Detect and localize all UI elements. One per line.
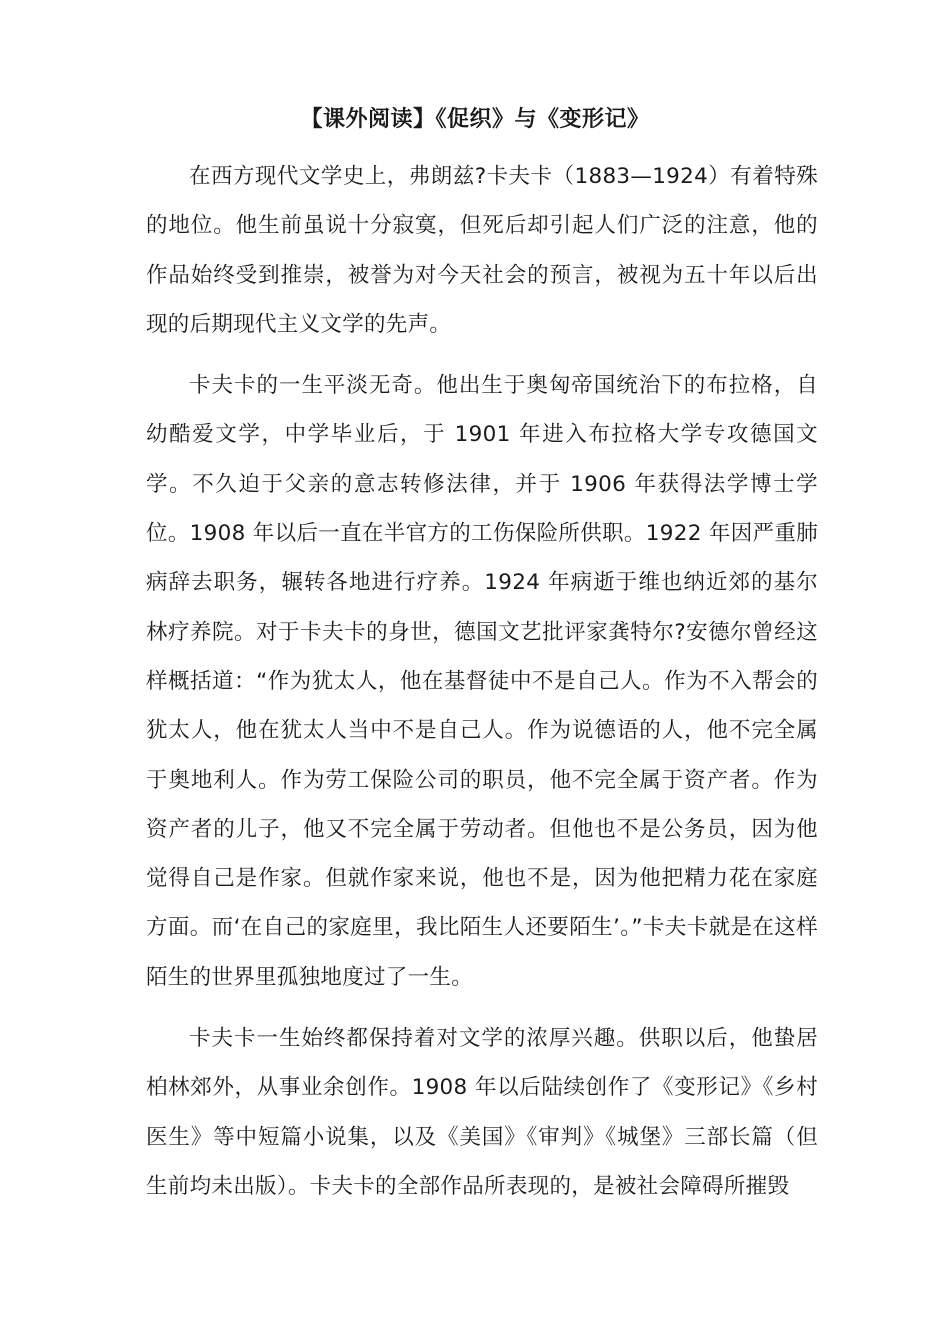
document-title: 【课外阅读】《促织》与《变形记》 bbox=[300, 107, 650, 132]
document-body bbox=[146, 152, 818, 1223]
paragraph-biography: 卡夫卡的一生平淡无奇。他出生于奥匈帝国统治下的布拉格，自幼酷爱文学，中学毕业后，于 1901 年进入布拉格大学专攻德国文学。不久迫于父亲的意志转修法律，并于 1906 年获得法学博士学位。1908 年以后一直在半官方的工伤保险所供职。1922 年因严重肺病辞去职务，辗转各地进行疗养。1924 年病逝于维也纳近郊的基尔林疗养院。对于卡夫卡的身世，德国文艺批评家龚特尔?安德尔曾经这样概括道：“作为犹太人，他在基督徒中不是自己人。作为不入帮会的犹太人，他在犹太人当中不是自己人。作为说德语的人，他不完全属于奥地利人。作为劳工保险公司的职员，他不完全属于资产者。作为资产者的儿子，他又不完全属于劳动者。但他也不是公务员，因为他觉得自己是作家。但就作家来说，他也不是，因为他把精力花在家庭方面。而‘在自己的家庭里，我比陌生人还要陌生’。”卡夫卡就是在这样陌生的世界里孤独地度过了一生。 bbox=[146, 373, 818, 990]
paragraph-intro: 在西方现代文学史上，弗朗兹?卡夫卡（1883—1924）有着特殊的地位。他生前虽说十分寂寞，但死后却引起人们广泛的注意，他的作品始终受到推崇，被誉为对今天社会的预言，被视为五十年以后出现的后期现代主义文学的先声。 bbox=[146, 164, 818, 337]
paragraph-works: 卡夫卡一生始终都保持着对文学的浓厚兴趣。供职以后，他蛰居柏林郊外，从事业余创作。1908 年以后陆续创作了《变形记》《乡村医生》等中短篇小说集，以及《美国》《审判》《城堡》三部长篇（但生前均未出版）。卡夫卡的全部作品所表现的，是被社会障碍所摧毁 bbox=[146, 1026, 818, 1199]
